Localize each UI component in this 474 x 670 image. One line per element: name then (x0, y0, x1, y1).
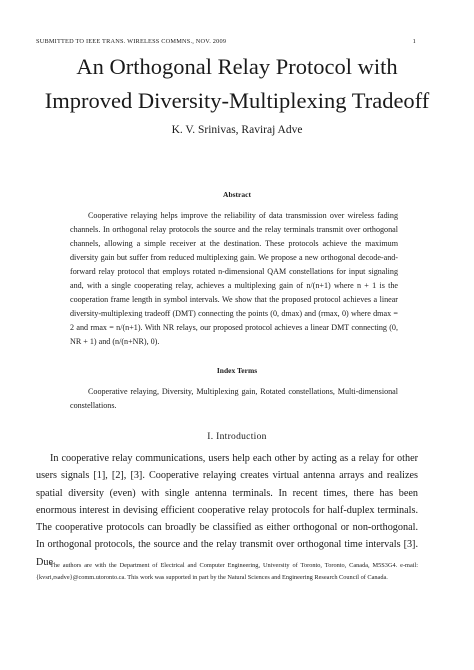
running-header (36, 38, 416, 45)
header-journal: SUBMITTED TO IEEE TRANS. WIRELESS COMMNS., NOV. 2009 (36, 38, 227, 45)
page-number: 1 (412, 38, 416, 45)
section-heading: I. Introduction (207, 432, 267, 442)
author-footnote: The authors are with the Department of Electrical and Computer Engineering, University of Toronto, Toronto, Canada, M5S3G4. e-mail: {kvsri,rsadve}@comm.utoronto.ca. This work was supported in part by the Natural Sciences and Engineering Research Council of Canada. (36, 562, 418, 582)
index-terms-text: Cooperative relaying, Diversity, Multiplexing gain, Rotated constellations, Multi-dimensional constellations. (70, 387, 398, 411)
index-terms-heading: Index Terms (216, 366, 258, 375)
paper-authors: K. V. Srinivas, Raviraj Adve (171, 124, 303, 136)
introduction-text: In cooperative relay communications, users help each other by acting as a relay for other users signals [1], [2], [3]. Cooperative relaying creates virtual antenna arrays and realizes spatial diversity (even) with single antenna terminals. In recent times, there has been enormous interest in devising efficient cooperative relay protocols for half-duplex terminals. The cooperative protocols can broadly be classified as either orthogonal or non-orthogonal. In orthogonal protocols, the source and the relay transmit over orthogonal time intervals [3]. Due (36, 453, 418, 568)
paper-title: An Orthogonal Relay Protocol with Improved Diversity-Multiplexing Tradeoff (44, 54, 430, 113)
abstract-text: Cooperative relaying helps improve the reliability of data transmission over wireless fading channels. In orthogonal relay protocols the source and the relay terminals transmit over orthogonal channels, allowing a simple receiver at the destination. These protocols achieve the maximum diversity gain but suffer from reduced multiplexing gain. We propose a new orthogonal decode-and-forward relay protocol that employs rotated n-dimensional QAM constellations for input signaling and, with a single cooperating relay, achieves a multiplexing gain of n/(n+1) where n + 1 is the cooperation frame length in symbol intervals. We show that the proposed protocol achieves a linear diversity-multiplexing tradeoff (DMT) connecting the points (0, dmax) and (rmax, 0) where dmax = 2 and rmax = n/(n+1). With NR relays, our proposed protocol achieves a linear DMT connecting (0, NR + 1) and (n/(n+NR), 0). (70, 211, 398, 347)
abstract-heading: Abstract (223, 190, 251, 199)
